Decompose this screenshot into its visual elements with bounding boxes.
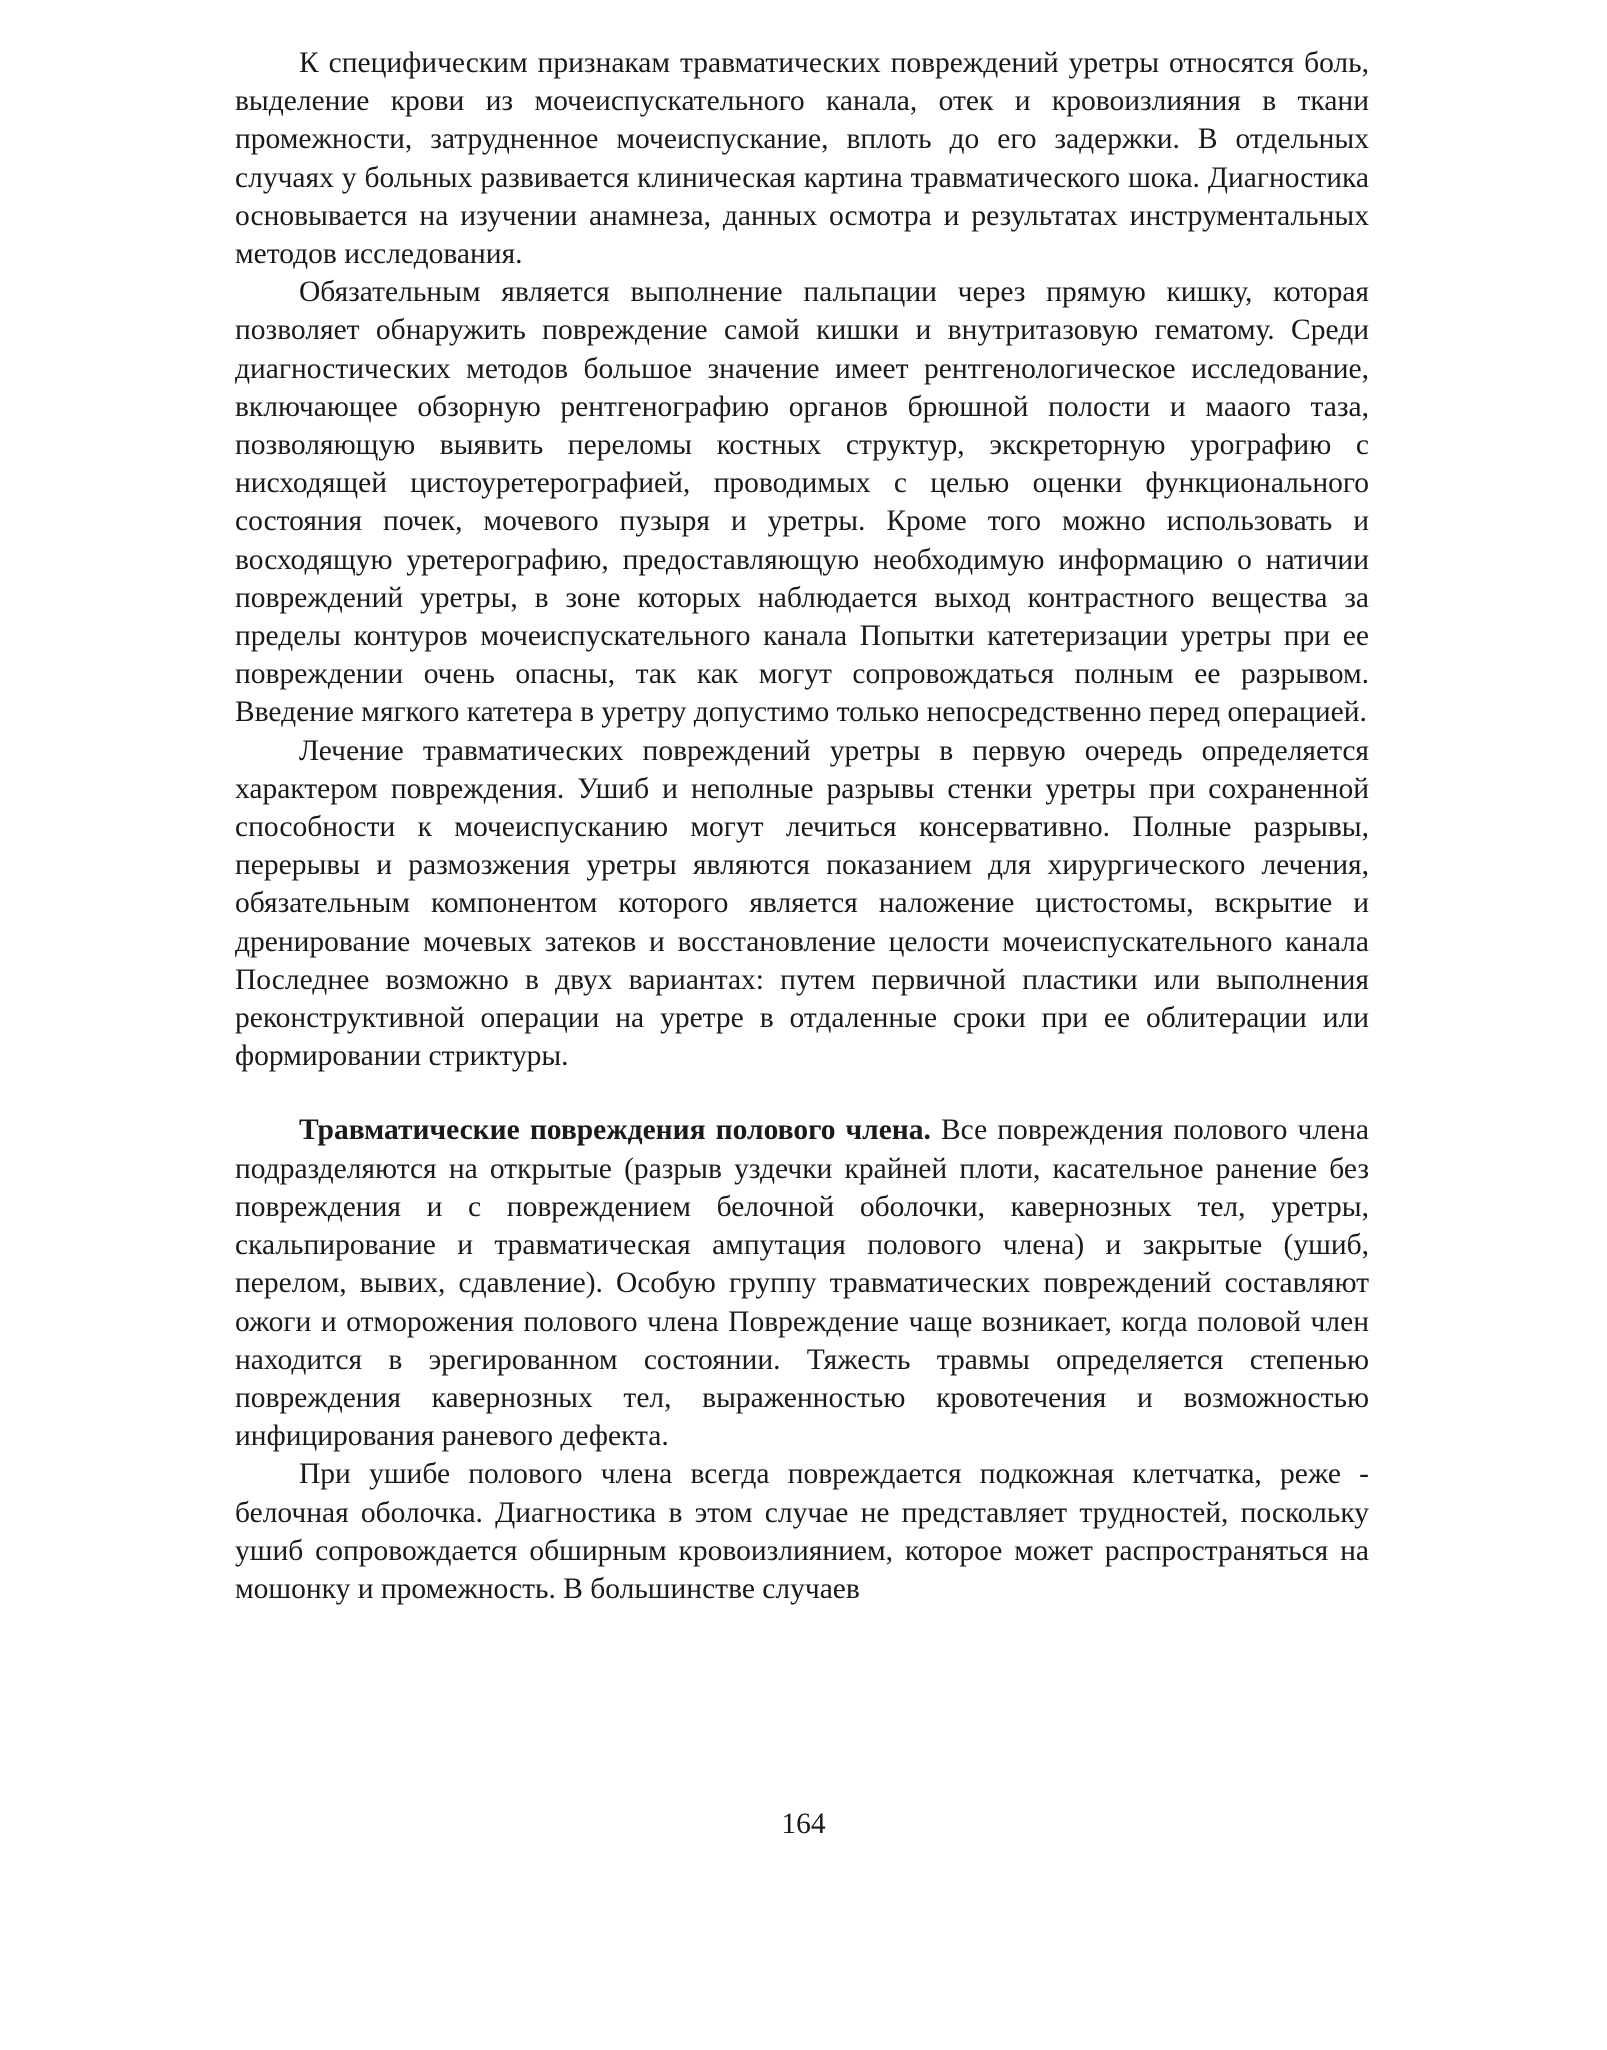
paragraph-urethra-treatment: Лечение травматических повреждений уретры в первую очередь определяется характером повреждения. Ушиб и неполные разрывы стенки уретры при сохраненной способности к мочеиспусканию могут лечиться консервативно. Полные разрывы, перерывы и размозжения уретры являются показанием для хирургического лечения, обязательным компонентом которого является наложение цистостомы, вскрытие и дренирование мочевых затеков и восстановление целости мочеиспускательного канала Последнее возможно в двух вариантах: путем первичной пластики или выполнения реконструктивной операции на уретре в отдаленные сроки при ее облитерации или формировании стриктуры. <box>235 734 1369 1073</box>
paragraph-penile-injuries <box>235 1111 1369 1455</box>
paragraph-urethra-diagnostics: Обязательным является выполнение пальпации через прямую кишку, которая позволяет обнаружить повреждение самой кишки и внутритазовую гематому. Среди диагностических методов большое значение имеет рентгенологическое исследование, включающее обзорную рентгенографию органов брюшной полости и маaого таза, позволяющую выявить переломы костных структур, экскреторную урографию с нисходящей цистоуретерографией, проводимых с целью оценки функционального состояния почек, мочевого пузыря и уретры. Кроме того можно использовать и восходящую уретерографию, предоставляющую необходимую информацию о натичии повреждений уретры, в зоне которых наблюдается выход контрастного вещества за пределы контуров мочеиспускательного канала Попытки катетеризации уретры при ее повреждении очень опасны, так как могут сопровождаться полным ее разрывом. Введение мягкого катетера в уретру допустимо только непосредственно перед операцией. <box>235 276 1369 729</box>
paragraph-penile-contusion: При ушибе полового члена всегда повреждается подкожная клетчатка, реже - белочная оболочка. Диагностика в этом случае не представляет трудностей, поскольку ушиб сопровождается обширным кровоизлиянием, которое может распространяться на мошонку и промежность. В большинстве случаев <box>235 1458 1369 1605</box>
body-text <box>235 44 1369 1608</box>
paragraph-urethra-symptoms: К специфическим признакам травматических повреждений уретры относятся боль, выделение крови из мочеиспускательного канала, отек и кровоизлияния в ткани промежности, затрудненное мочеиспускание, вплоть до его задержки. В отдельных случаях у больных развивается клиническая картина травматического шока. Диагностика основывается на изучении анамнеза, данных осмотра и результатах инструментальных методов исследования. <box>235 47 1369 271</box>
section-heading: Травматические повреждения полового члена. <box>299 1114 931 1147</box>
page-number: 164 <box>781 1808 826 1840</box>
section-body: Все повреждения полового члена подразделяются на открытые (разрыв уздечки крайней плоти, касательное ранение без повреждения и с повреждением белочной оболочки, кавернозных тел, уретры, скальпирование и травматическая ампутация полового члена) и закрытые (ушиб, перелом, вывих, сдавление). Особую группу травматических повреждений составляют ожоги и отморожения полового члена Повреждение чаще возникает, когда половой член находится в эрегированном состоянии. Тяжесть травмы определяется степенью повреждения кавернозных тел, выраженностью кровотечения и возможностью инфицирования раневого дефекта. <box>235 1114 1369 1453</box>
